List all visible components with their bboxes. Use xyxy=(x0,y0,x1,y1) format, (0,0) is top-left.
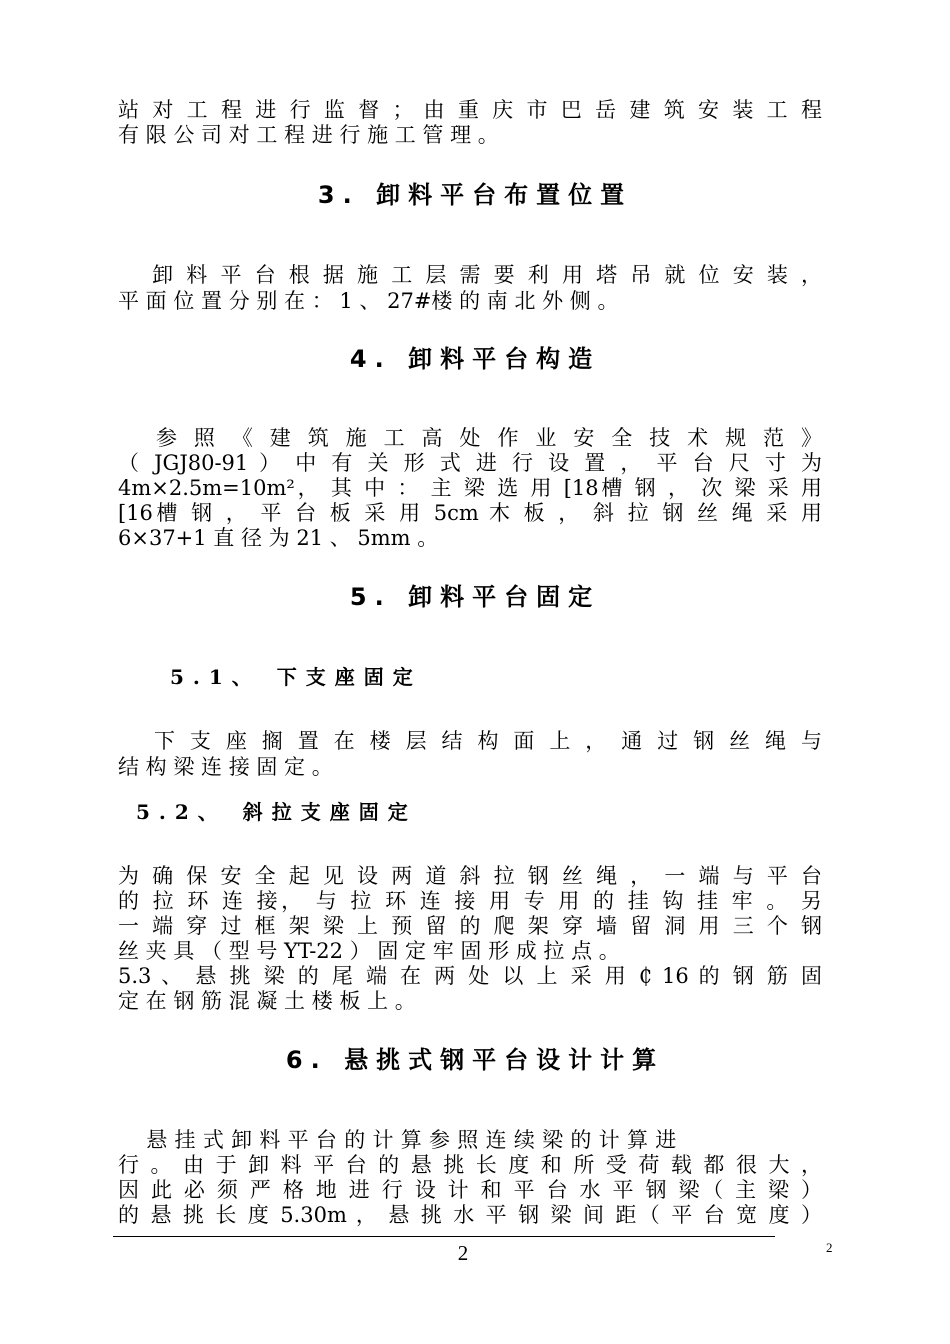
body-line: 参 照 《 建 筑 施 工 高 处 作 业 安 全 技 术 规 范 》 xyxy=(118,426,822,450)
footer-divider xyxy=(113,1236,775,1237)
body-line: 4m×2.5m=10m²， 其 中 ： 主 梁 选 用 [18槽 钢 ， 次 梁 采 用 xyxy=(118,476,822,500)
body-line: 的 拉 环 连 接， 与 拉 环 连 接 用 专 用 的 挂 钩 挂 牢 。 另 xyxy=(118,889,822,913)
subsection-heading-5-2: 5.2、 斜拉支座固定 xyxy=(136,800,417,824)
body-line: 定 在 钢 筋 混 凝 土 楼 板 上 。 xyxy=(118,989,416,1013)
body-line: 结 构 梁 连 接 固 定 。 xyxy=(118,755,333,779)
body-line: 的 悬 挑 长 度 5.30m ， 悬 挑 水 平 钢 梁 间 距（ 平 台 宽 度 ） xyxy=(118,1203,822,1227)
section-heading-3: 3. 卸料平台布置位置 xyxy=(317,181,633,209)
body-line: 6×37+1 直 径 为 21 、 5mm 。 xyxy=(118,526,439,550)
section-heading-4: 4. 卸料平台构造 xyxy=(349,345,601,373)
body-line: 悬 挂 式 卸 料 平 台 的 计 算 参 照 连 续 梁 的 计 算 进 xyxy=(118,1128,677,1152)
section-heading-5: 5. 卸料平台固定 xyxy=(349,583,601,611)
body-line: 5.3 、 悬 挑 梁 的 尾 端 在 两 处 以 上 采 用 ₵ 16 的 钢 筋 固 xyxy=(118,964,822,988)
body-line: [16槽 钢 ， 平 台 板 采 用 5cm 木 板 ， 斜 拉 钢 丝 绳 采 用 xyxy=(118,501,822,525)
body-line: 一 端 穿 过 框 架 梁 上 预 留 的 爬 架 穿 墙 留 洞 用 三 个 钢 xyxy=(118,914,822,938)
corner-page-number: 2 xyxy=(826,1240,833,1255)
body-line: 平 面 位 置 分 别 在 ： 1 、 27#楼 的 南 北 外 侧 。 xyxy=(118,289,619,313)
body-line: 行 。 由 于 卸 料 平 台 的 悬 挑 长 度 和 所 受 荷 载 都 很 大 ， xyxy=(118,1153,822,1177)
body-line: 有 限 公 司 对 工 程 进 行 施 工 管 理 。 xyxy=(118,123,499,147)
body-line: （ JGJ80-91 ） 中 有 关 形 式 进 行 设 置 ， 平 台 尺 寸 为 xyxy=(118,451,822,475)
body-line: 站 对 工 程 进 行 监 督 ； 由 重 庆 市 巴 岳 建 筑 安 装 工 程 xyxy=(118,98,822,122)
body-line: 为 确 保 安 全 起 见 设 两 道 斜 拉 钢 丝 绳 ， 一 端 与 平 台 xyxy=(118,864,822,888)
section-heading-6: 6. 悬挑式钢平台设计计算 xyxy=(285,1046,665,1074)
body-line: 卸 料 平 台 根 据 施 工 层 需 要 利 用 塔 吊 就 位 安 装 ， xyxy=(118,263,822,287)
body-line: 下 支 座 搁 置 在 楼 层 结 构 面 上 ， 通 过 钢 丝 绳 与 xyxy=(118,729,822,753)
body-line: 丝 夹 具 （ 型 号 YT-22 ） 固 定 牢 固 形 成 拉 点 。 xyxy=(118,939,620,963)
body-line: 因 此 必 须 严 格 地 进 行 设 计 和 平 台 水 平 钢 梁（ 主 梁 ） xyxy=(118,1178,822,1202)
subsection-heading-5-1: 5.1、 下支座固定 xyxy=(170,665,422,689)
page-number: 2 xyxy=(457,1241,469,1265)
